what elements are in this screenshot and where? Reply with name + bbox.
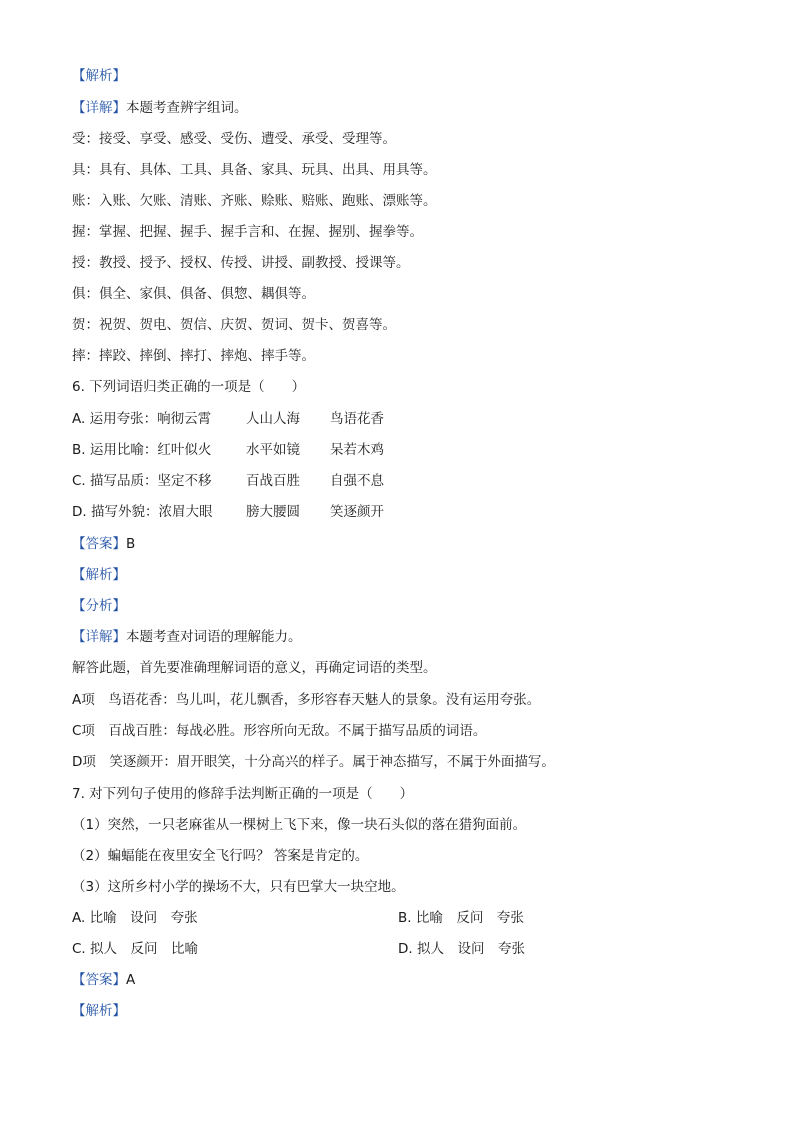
analysis-tag: 【解析】	[72, 1003, 126, 1019]
answer-value: A	[126, 972, 136, 988]
word-group-line: 贺：祝贺、贺电、贺信、庆贺、贺词、贺卡、贺喜等。	[72, 317, 396, 333]
question-7-stem: 7. 对下列句子使用的修辞手法判断正确的一项是（ ）	[72, 786, 414, 802]
detail-line	[72, 98, 248, 118]
method-text: 解答此题，首先要准确理解词语的意义，再确定词语的类型。	[72, 660, 437, 676]
explanation-line: A项 鸟语花香：鸟儿叫，花儿飘香，多形容春天魅人的景象。没有运用夸张。	[72, 692, 541, 708]
breakdown-tag: 【分析】	[72, 598, 126, 614]
question-7-answer	[72, 970, 135, 990]
analysis-tag: 【解析】	[72, 68, 126, 84]
word-group-line: 授：教授、授予、授权、传授、讲授、副教授、授课等。	[72, 255, 410, 271]
option-word: 水平如镜	[246, 442, 300, 458]
word-group-line: 受：接受、享受、感受、受伤、遭受、承受、受理等。	[72, 131, 396, 147]
question-7-option-d: D. 拟人 设问 夸张	[398, 941, 525, 957]
option-word: 百战百胜	[246, 473, 300, 489]
word-group-line: 摔：摔跤、摔倒、摔打、摔炮、摔手等。	[72, 348, 315, 364]
option-label: A. 运用夸张：响彻云霄	[72, 411, 212, 427]
answer-tag: 【答案】	[72, 536, 126, 552]
word-group-line: 俱：俱全、家俱、俱备、俱惣、耦俱等。	[72, 286, 315, 302]
word-group-line: 握：掌握、把握、握手、握手言和、在握、握别、握拳等。	[72, 224, 423, 240]
question-7-sentence: （2）蝙蝠能在夜里安全飞行吗？ 答案是肯定的。	[72, 848, 369, 864]
question-6-option-b	[72, 440, 384, 460]
question-7-sentence: （3）这所乡村小学的操场不大，只有巴掌大一块空地。	[72, 879, 405, 895]
option-word: 鸟语花香	[330, 411, 384, 427]
breakdown-heading	[72, 596, 126, 616]
analysis-heading	[72, 1001, 126, 1021]
answer-tag: 【答案】	[72, 972, 126, 988]
option-word: 自强不息	[330, 473, 384, 489]
option-word: 膀大腰圆	[246, 504, 300, 520]
answer-value: B	[126, 536, 136, 552]
option-word: 呆若木鸡	[330, 442, 384, 458]
question-6-stem: 6. 下列词语归类正确的一项是（ ）	[72, 379, 306, 395]
option-word: 人山人海	[246, 411, 300, 427]
word-group-line: 具：具有、具体、工具、具备、家具、玩具、出具、用具等。	[72, 162, 437, 178]
question-7-option-b: B. 比喻 反问 夸张	[398, 910, 524, 926]
word-group-line: 账：入账、欠账、清账、齐账、赊账、赔账、跑账、漂账等。	[72, 193, 437, 209]
question-7-option-c: C. 拟人 反问 比喻	[72, 941, 199, 957]
question-7-option-a: A. 比喻 设问 夸张	[72, 910, 198, 926]
detail-text: 本题考查对词语的理解能力。	[126, 629, 302, 645]
detail-line	[72, 627, 302, 647]
question-6-option-a	[72, 409, 384, 429]
option-label: D. 描写外貌：浓眉大眼	[72, 504, 213, 520]
option-word: 笑逐颜开	[330, 504, 384, 520]
explanation-line: C项 百战百胜：每战必胜。形容所向无敌。不属于描写品质的词语。	[72, 723, 487, 739]
question-6-option-c	[72, 471, 384, 491]
analysis-tag: 【解析】	[72, 567, 126, 583]
analysis-heading	[72, 66, 126, 86]
question-7-sentence: （1）突然，一只老麻雀从一棵树上飞下来，像一块石头似的落在猎狗面前。	[72, 817, 527, 833]
option-label: B. 运用比喻：红叶似火	[72, 442, 212, 458]
detail-tag: 【详解】	[72, 629, 126, 645]
question-6-answer	[72, 534, 135, 554]
analysis-heading	[72, 565, 126, 585]
detail-tag: 【详解】	[72, 100, 126, 116]
option-label: C. 描写品质：坚定不移	[72, 473, 212, 489]
explanation-line: D项 笑逐颜开：眉开眼笑，十分高兴的样子。属于神态描写，不属于外面描写。	[72, 754, 555, 770]
detail-text: 本题考查辨字组词。	[126, 100, 248, 116]
question-6-option-d	[72, 502, 384, 522]
